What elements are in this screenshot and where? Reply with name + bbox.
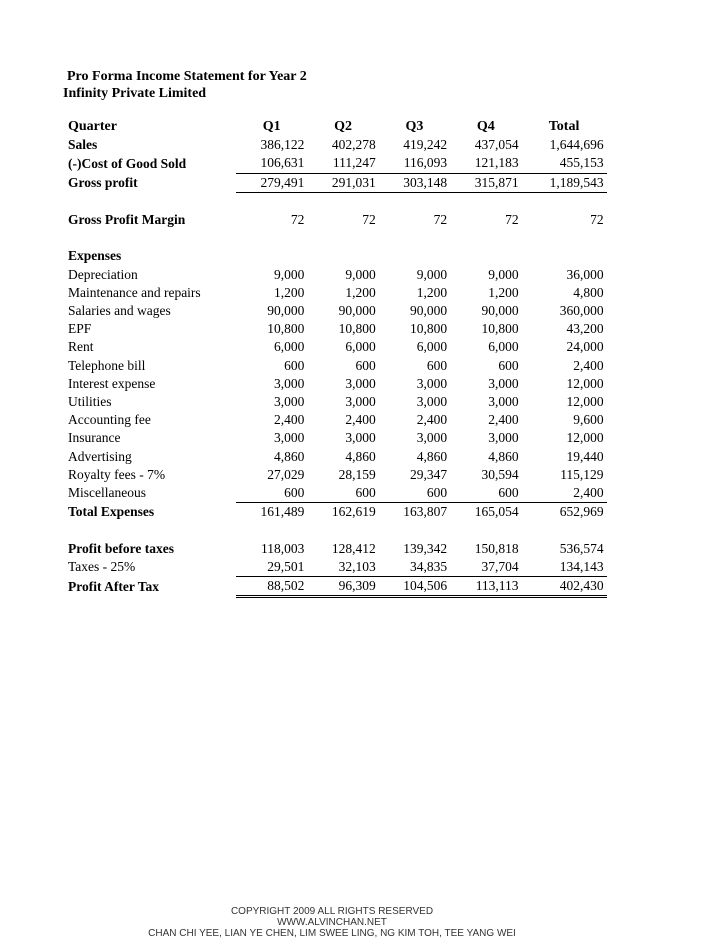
cell: 10,800 bbox=[338, 321, 376, 337]
cell: 3,000 bbox=[274, 430, 305, 446]
cell: 6,000 bbox=[488, 339, 519, 355]
cell: 455,153 bbox=[522, 154, 607, 173]
cell: 96,309 bbox=[307, 577, 378, 597]
cell: 600 bbox=[426, 485, 448, 501]
cell: 3,000 bbox=[274, 375, 305, 391]
expense-row bbox=[65, 266, 607, 284]
cell: 12,000 bbox=[566, 430, 604, 446]
cell: 600 bbox=[284, 357, 305, 373]
row-label: Profit before taxes bbox=[68, 540, 174, 556]
cell: 90,000 bbox=[267, 303, 305, 318]
expense-row bbox=[65, 411, 607, 429]
cell: 6,000 bbox=[274, 339, 305, 355]
cell: 386,122 bbox=[260, 137, 305, 153]
cell: 10,800 bbox=[410, 321, 448, 337]
cell: 72 bbox=[590, 212, 604, 227]
cell: 2,400 bbox=[573, 485, 604, 501]
expense-row bbox=[65, 284, 607, 302]
cogs-row bbox=[65, 154, 607, 173]
cell: 3,000 bbox=[416, 394, 448, 410]
cell: 161,489 bbox=[236, 503, 307, 522]
cell: 115,129 bbox=[560, 466, 604, 482]
expense-row bbox=[65, 448, 607, 466]
profit-before-taxes-row bbox=[65, 540, 607, 558]
cell: 315,871 bbox=[450, 173, 521, 192]
cell: 3,000 bbox=[488, 375, 519, 391]
cell: 402,430 bbox=[522, 577, 607, 597]
row-label: Salaries and wages bbox=[68, 303, 171, 318]
cell: 12,000 bbox=[566, 394, 604, 410]
cell: 3,000 bbox=[274, 394, 305, 410]
header-q2: Q2 bbox=[334, 119, 353, 134]
expense-row bbox=[65, 484, 607, 503]
header-q1: Q1 bbox=[262, 119, 281, 134]
cell: 279,491 bbox=[236, 173, 307, 192]
cell: 88,502 bbox=[236, 577, 307, 597]
expense-row bbox=[65, 375, 607, 393]
cell: 419,242 bbox=[403, 137, 448, 153]
cell: 12,000 bbox=[566, 375, 604, 391]
row-label: Taxes - 25% bbox=[68, 559, 136, 575]
cell: 600 bbox=[498, 485, 519, 501]
row-label: Accounting fee bbox=[68, 412, 151, 428]
cell: 90,000 bbox=[481, 303, 519, 318]
cell: 3,000 bbox=[488, 394, 519, 410]
copyright-notice: COPYRIGHT 2009 ALL RIGHTS RESERVED bbox=[230, 906, 434, 917]
row-label: Advertising bbox=[68, 448, 132, 464]
authors-line: CHAN CHI YEE, LIAN YE CHEN, LIM SWEE LING, NG KIM TOH, TEE YANG WEI bbox=[148, 928, 516, 939]
cell: 72 bbox=[505, 212, 519, 227]
expenses-heading-row bbox=[65, 247, 607, 265]
cell: 163,807 bbox=[379, 503, 450, 522]
cell: 9,600 bbox=[573, 412, 604, 428]
cell: 29,347 bbox=[410, 466, 448, 482]
cell: 4,860 bbox=[345, 448, 376, 464]
total-expenses-row bbox=[65, 503, 607, 522]
cell: 4,860 bbox=[416, 448, 448, 464]
cell: 1,189,543 bbox=[522, 173, 607, 192]
cell: 116,093 bbox=[379, 154, 450, 173]
cell: 90,000 bbox=[410, 303, 448, 318]
cell: 600 bbox=[284, 485, 305, 501]
footer bbox=[0, 906, 728, 939]
expense-row bbox=[65, 466, 607, 484]
row-label: Telephone bill bbox=[68, 357, 146, 373]
cell: 9,000 bbox=[416, 266, 448, 282]
cell: 121,183 bbox=[450, 154, 521, 173]
cell: 1,200 bbox=[345, 284, 376, 300]
cell: 9,000 bbox=[274, 266, 305, 282]
cell: 291,031 bbox=[307, 173, 378, 192]
cell: 4,860 bbox=[488, 448, 519, 464]
row-label: Sales bbox=[68, 137, 98, 153]
cell: 10,800 bbox=[267, 321, 305, 337]
cell: 134,143 bbox=[522, 558, 607, 577]
cell: 2,400 bbox=[573, 357, 604, 373]
expense-row bbox=[65, 302, 607, 320]
cell: 3,000 bbox=[345, 430, 376, 446]
row-label: EPF bbox=[68, 321, 92, 337]
cell: 1,200 bbox=[274, 284, 305, 300]
website-link[interactable]: WWW.ALVINCHAN.NET bbox=[277, 917, 387, 928]
cell: 652,969 bbox=[522, 503, 607, 522]
cell: 1,200 bbox=[416, 284, 448, 300]
spacer-row bbox=[65, 521, 607, 539]
cell: 104,506 bbox=[379, 577, 450, 597]
cell: 162,619 bbox=[307, 503, 378, 522]
row-label: Miscellaneous bbox=[68, 485, 146, 501]
cell: 2,400 bbox=[416, 412, 448, 428]
header-label: Quarter bbox=[68, 119, 117, 134]
cell: 43,200 bbox=[566, 321, 604, 337]
statement-title: Pro Forma Income Statement for Year 2 bbox=[67, 69, 307, 84]
cell: 4,800 bbox=[573, 284, 604, 300]
row-label: Utilities bbox=[68, 394, 112, 410]
spacer-row bbox=[65, 192, 607, 211]
cell: 10,800 bbox=[481, 321, 519, 337]
header-q3: Q3 bbox=[405, 119, 424, 134]
spacer-row bbox=[65, 229, 607, 247]
row-label: Gross profit bbox=[68, 174, 138, 190]
cell: 106,631 bbox=[236, 154, 307, 173]
cell: 72 bbox=[433, 212, 448, 227]
cell: 165,054 bbox=[450, 503, 521, 522]
cell: 303,148 bbox=[379, 173, 450, 192]
cell: 27,029 bbox=[267, 466, 305, 482]
cell: 2,400 bbox=[488, 412, 519, 428]
expense-row bbox=[65, 429, 607, 447]
cell: 3,000 bbox=[345, 394, 376, 410]
cell: 3,000 bbox=[416, 375, 448, 391]
cell: 600 bbox=[498, 357, 519, 373]
gross-margin-row bbox=[65, 211, 607, 229]
cell: 90,000 bbox=[338, 303, 376, 318]
sales-row bbox=[65, 136, 607, 154]
row-label: Interest expense bbox=[68, 375, 156, 391]
cell: 29,501 bbox=[236, 558, 307, 577]
cell: 128,412 bbox=[331, 540, 376, 556]
cell: 6,000 bbox=[345, 339, 376, 355]
cell: 402,278 bbox=[331, 137, 376, 153]
cell: 1,644,696 bbox=[549, 137, 604, 153]
row-label: Depreciation bbox=[68, 266, 138, 282]
cell: 24,000 bbox=[566, 339, 604, 355]
row-label: (-)Cost of Good Sold bbox=[68, 155, 187, 171]
row-label: Rent bbox=[68, 339, 94, 355]
cell: 37,704 bbox=[450, 558, 521, 577]
expense-rows bbox=[65, 266, 607, 503]
header-row bbox=[65, 118, 607, 136]
cell: 28,159 bbox=[338, 466, 376, 482]
cell: 437,054 bbox=[474, 137, 519, 153]
cell: 118,003 bbox=[261, 540, 305, 556]
cell: 536,574 bbox=[559, 540, 604, 556]
income-statement-table bbox=[65, 118, 607, 598]
cell: 150,818 bbox=[474, 540, 519, 556]
gross-profit-row bbox=[65, 173, 607, 192]
row-label: Profit After Tax bbox=[68, 578, 159, 594]
cell: 19,440 bbox=[566, 448, 604, 464]
cell: 6,000 bbox=[416, 339, 448, 355]
company-name: Infinity Private Limited bbox=[63, 86, 207, 101]
cell: 36,000 bbox=[566, 266, 604, 282]
cell: 3,000 bbox=[488, 430, 519, 446]
cell: 111,247 bbox=[307, 154, 378, 173]
expense-row bbox=[65, 357, 607, 375]
row-label: Royalty fees - 7% bbox=[68, 466, 166, 482]
header-q4: Q4 bbox=[476, 119, 495, 134]
expense-row bbox=[65, 338, 607, 356]
cell: 9,000 bbox=[488, 266, 519, 282]
cell: 32,103 bbox=[307, 558, 378, 577]
taxes-row bbox=[65, 558, 607, 577]
cell: 360,000 bbox=[559, 303, 604, 318]
cell: 30,594 bbox=[481, 466, 519, 482]
cell: 600 bbox=[355, 357, 376, 373]
profit-after-tax-row bbox=[65, 577, 607, 597]
row-label: Total Expenses bbox=[68, 503, 155, 519]
expense-row bbox=[65, 393, 607, 411]
cell: 3,000 bbox=[345, 375, 376, 391]
row-label: Gross Profit Margin bbox=[68, 212, 186, 227]
cell: 72 bbox=[362, 212, 376, 227]
cell: 1,200 bbox=[488, 284, 519, 300]
cell: 600 bbox=[355, 485, 376, 501]
cell: 2,400 bbox=[345, 412, 376, 428]
cell: 9,000 bbox=[345, 266, 376, 282]
cell: 3,000 bbox=[416, 430, 448, 446]
cell: 34,835 bbox=[379, 558, 450, 577]
row-label: Maintenance and repairs bbox=[68, 284, 201, 300]
cell: 2,400 bbox=[274, 412, 305, 428]
cell: 139,342 bbox=[403, 540, 448, 556]
cell: 600 bbox=[426, 357, 448, 373]
cell: 113,113 bbox=[450, 577, 521, 597]
expenses-heading: Expenses bbox=[68, 248, 122, 264]
cell: 4,860 bbox=[274, 448, 305, 464]
row-label: Insurance bbox=[68, 430, 121, 446]
header-total: Total bbox=[548, 119, 580, 134]
expense-row bbox=[65, 320, 607, 338]
cell: 72 bbox=[290, 212, 305, 227]
